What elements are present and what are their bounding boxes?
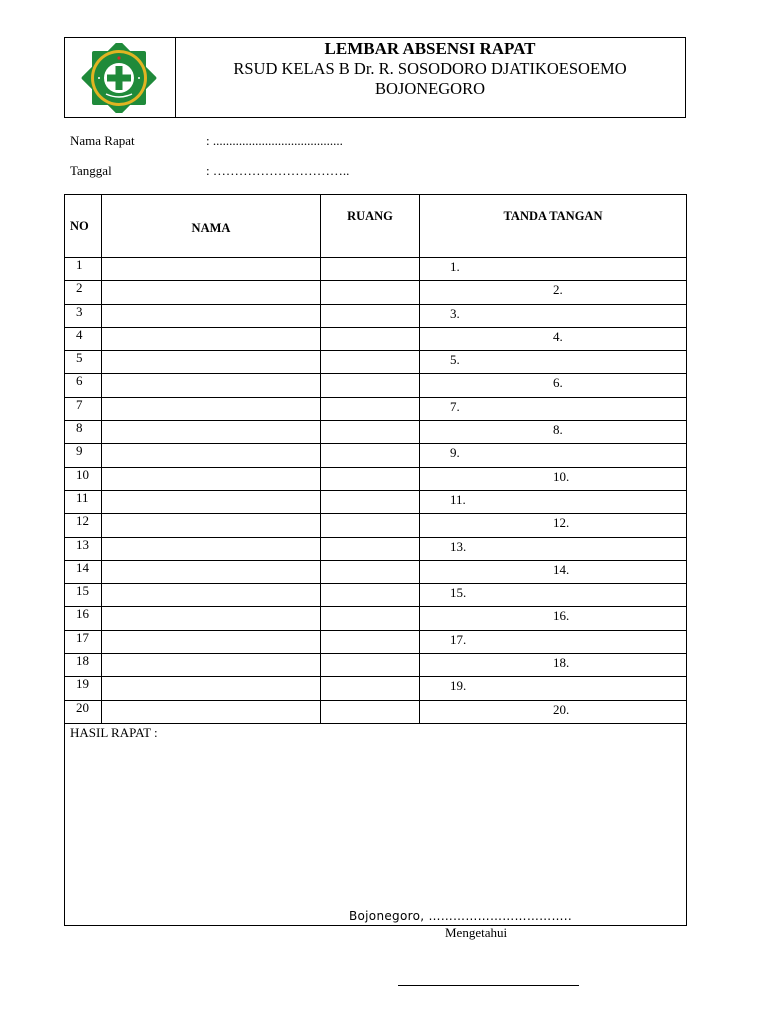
table-row bbox=[65, 258, 687, 281]
signature-cell[interactable] bbox=[420, 467, 687, 490]
table-row bbox=[65, 584, 687, 607]
table-row bbox=[65, 514, 687, 537]
nama-cell[interactable] bbox=[102, 677, 321, 700]
row-number: 10 bbox=[65, 467, 102, 490]
signature-cell[interactable] bbox=[420, 630, 687, 653]
row-number: 5 bbox=[65, 351, 102, 374]
signature-number: 13. bbox=[450, 538, 467, 554]
signature-number: 10. bbox=[553, 468, 570, 484]
row-number: 7 bbox=[65, 397, 102, 420]
nama-cell[interactable] bbox=[102, 607, 321, 630]
signature-number: 16. bbox=[553, 608, 570, 624]
place-date-line: Bojonegoro, …………………………….. bbox=[349, 909, 572, 923]
ruang-cell[interactable] bbox=[321, 490, 420, 513]
ruang-cell[interactable] bbox=[321, 537, 420, 560]
nama-rapat-label: Nama Rapat bbox=[70, 133, 135, 148]
signature-number: 12. bbox=[553, 515, 570, 531]
nama-cell[interactable] bbox=[102, 630, 321, 653]
header-tanda-tangan: TANDA TANGAN bbox=[420, 195, 687, 258]
signature-number: 14. bbox=[553, 561, 570, 577]
nama-cell[interactable] bbox=[102, 397, 321, 420]
signature-cell[interactable] bbox=[420, 677, 687, 700]
hospital-logo bbox=[79, 43, 159, 113]
signature-cell[interactable] bbox=[420, 304, 687, 327]
row-number: 11 bbox=[65, 490, 102, 513]
ruang-cell[interactable] bbox=[321, 281, 420, 304]
table-row bbox=[65, 327, 687, 350]
row-number: 12 bbox=[65, 514, 102, 537]
table-header-row bbox=[65, 195, 687, 258]
signature-cell[interactable] bbox=[420, 258, 687, 281]
signature-number: 18. bbox=[553, 655, 570, 671]
signature-cell[interactable] bbox=[420, 490, 687, 513]
row-number: 17 bbox=[65, 630, 102, 653]
signature-cell[interactable] bbox=[420, 560, 687, 583]
signature-number: 6. bbox=[553, 375, 563, 391]
ruang-cell[interactable] bbox=[321, 514, 420, 537]
nama-cell[interactable] bbox=[102, 444, 321, 467]
ruang-cell[interactable] bbox=[321, 630, 420, 653]
nama-cell[interactable] bbox=[102, 584, 321, 607]
row-number: 9 bbox=[65, 444, 102, 467]
row-number: 15 bbox=[65, 584, 102, 607]
table-row bbox=[65, 700, 687, 723]
ruang-cell[interactable] bbox=[321, 560, 420, 583]
table-row bbox=[65, 677, 687, 700]
signature-cell[interactable] bbox=[420, 444, 687, 467]
ruang-cell[interactable] bbox=[321, 444, 420, 467]
table-row bbox=[65, 630, 687, 653]
nama-cell[interactable] bbox=[102, 537, 321, 560]
ruang-cell[interactable] bbox=[321, 421, 420, 444]
hospital-city: BOJONEGORO bbox=[374, 79, 485, 98]
table-row bbox=[65, 421, 687, 444]
row-number: 6 bbox=[65, 374, 102, 397]
row-number: 13 bbox=[65, 537, 102, 560]
table-row bbox=[65, 374, 687, 397]
nama-cell[interactable] bbox=[102, 467, 321, 490]
signature-number: 2. bbox=[553, 282, 563, 298]
table-row bbox=[65, 281, 687, 304]
signature-number: 19. bbox=[450, 678, 467, 694]
ruang-cell[interactable] bbox=[321, 584, 420, 607]
nama-rapat-value[interactable]: : ........................................ bbox=[206, 133, 343, 148]
hasil-rapat-cell[interactable] bbox=[65, 723, 687, 925]
row-number: 20 bbox=[65, 700, 102, 723]
signature-number: 7. bbox=[450, 398, 460, 414]
table-row bbox=[65, 351, 687, 374]
table-row bbox=[65, 467, 687, 490]
ruang-cell[interactable] bbox=[321, 351, 420, 374]
table-row bbox=[65, 490, 687, 513]
table-row bbox=[65, 444, 687, 467]
ruang-cell[interactable] bbox=[321, 374, 420, 397]
signature-cell[interactable] bbox=[420, 351, 687, 374]
row-number: 4 bbox=[65, 327, 102, 350]
nama-cell[interactable] bbox=[102, 258, 321, 281]
signature-number: 8. bbox=[553, 422, 563, 438]
nama-cell[interactable] bbox=[102, 514, 321, 537]
signature-number: 17. bbox=[450, 631, 467, 647]
ruang-cell[interactable] bbox=[321, 607, 420, 630]
table-row bbox=[65, 537, 687, 560]
row-number: 1 bbox=[65, 258, 102, 281]
signature-number: 15. bbox=[450, 585, 467, 601]
ruang-cell[interactable] bbox=[321, 304, 420, 327]
signature-number: 3. bbox=[450, 305, 460, 321]
nama-cell[interactable] bbox=[102, 281, 321, 304]
ruang-cell[interactable] bbox=[321, 327, 420, 350]
signature-cell[interactable] bbox=[420, 654, 687, 677]
ruang-cell[interactable] bbox=[321, 654, 420, 677]
row-number: 16 bbox=[65, 607, 102, 630]
signature-cell[interactable] bbox=[420, 281, 687, 304]
tanggal-value[interactable]: : ………………………….. bbox=[206, 163, 350, 178]
table-row bbox=[65, 397, 687, 420]
row-number: 18 bbox=[65, 654, 102, 677]
header-title-cell bbox=[175, 38, 685, 117]
signature-cell[interactable] bbox=[420, 514, 687, 537]
nama-cell[interactable] bbox=[102, 560, 321, 583]
hospital-name: RSUD KELAS B Dr. R. SOSODORO DJATIKOESOEMO bbox=[233, 59, 627, 78]
signature-cell[interactable] bbox=[420, 421, 687, 444]
signature-cell[interactable] bbox=[420, 607, 687, 630]
nama-cell[interactable] bbox=[102, 351, 321, 374]
signature-cell[interactable] bbox=[420, 374, 687, 397]
signature-number: 4. bbox=[553, 328, 563, 344]
document-title: LEMBAR ABSENSI RAPAT bbox=[324, 39, 536, 58]
signature-number: 9. bbox=[450, 445, 460, 461]
tanggal-label: Tanggal bbox=[70, 163, 112, 178]
row-number: 14 bbox=[65, 560, 102, 583]
row-number: 19 bbox=[65, 677, 102, 700]
hasil-rapat-row bbox=[65, 723, 687, 925]
nama-cell[interactable] bbox=[102, 304, 321, 327]
nama-cell[interactable] bbox=[102, 327, 321, 350]
nama-cell[interactable] bbox=[102, 490, 321, 513]
header-no: NO bbox=[65, 195, 102, 258]
row-number: 8 bbox=[65, 421, 102, 444]
ruang-cell[interactable] bbox=[321, 467, 420, 490]
hasil-rapat-label: HASIL RAPAT : bbox=[70, 724, 158, 740]
signature-line bbox=[398, 985, 579, 986]
signature-number: 11. bbox=[450, 491, 466, 507]
tanggal-field bbox=[70, 163, 350, 179]
signature-number: 1. bbox=[450, 259, 460, 274]
row-number: 2 bbox=[65, 281, 102, 304]
header-nama: NAMA bbox=[102, 195, 321, 258]
signature-cell[interactable] bbox=[420, 397, 687, 420]
table-row bbox=[65, 654, 687, 677]
attendance-table bbox=[64, 194, 687, 926]
logo-cell bbox=[65, 38, 176, 117]
nama-cell[interactable] bbox=[102, 374, 321, 397]
nama-cell[interactable] bbox=[102, 654, 321, 677]
signature-cell[interactable] bbox=[420, 584, 687, 607]
nama-rapat-field bbox=[70, 133, 343, 149]
signature-number: 5. bbox=[450, 352, 460, 368]
mengetahui-label: Mengetahui bbox=[445, 925, 508, 940]
ruang-cell[interactable] bbox=[321, 258, 420, 281]
signature-cell[interactable] bbox=[420, 327, 687, 350]
row-number: 3 bbox=[65, 304, 102, 327]
signature-cell[interactable] bbox=[420, 537, 687, 560]
nama-cell[interactable] bbox=[102, 421, 321, 444]
ruang-cell[interactable] bbox=[321, 677, 420, 700]
signature-cell[interactable] bbox=[420, 700, 687, 723]
header-ruang: RUANG bbox=[321, 195, 420, 258]
ruang-cell[interactable] bbox=[321, 397, 420, 420]
table-row bbox=[65, 304, 687, 327]
table-row bbox=[65, 560, 687, 583]
signature-number: 20. bbox=[553, 701, 570, 717]
document-header bbox=[64, 37, 686, 118]
nama-cell[interactable] bbox=[102, 700, 321, 723]
ruang-cell[interactable] bbox=[321, 700, 420, 723]
table-row bbox=[65, 607, 687, 630]
